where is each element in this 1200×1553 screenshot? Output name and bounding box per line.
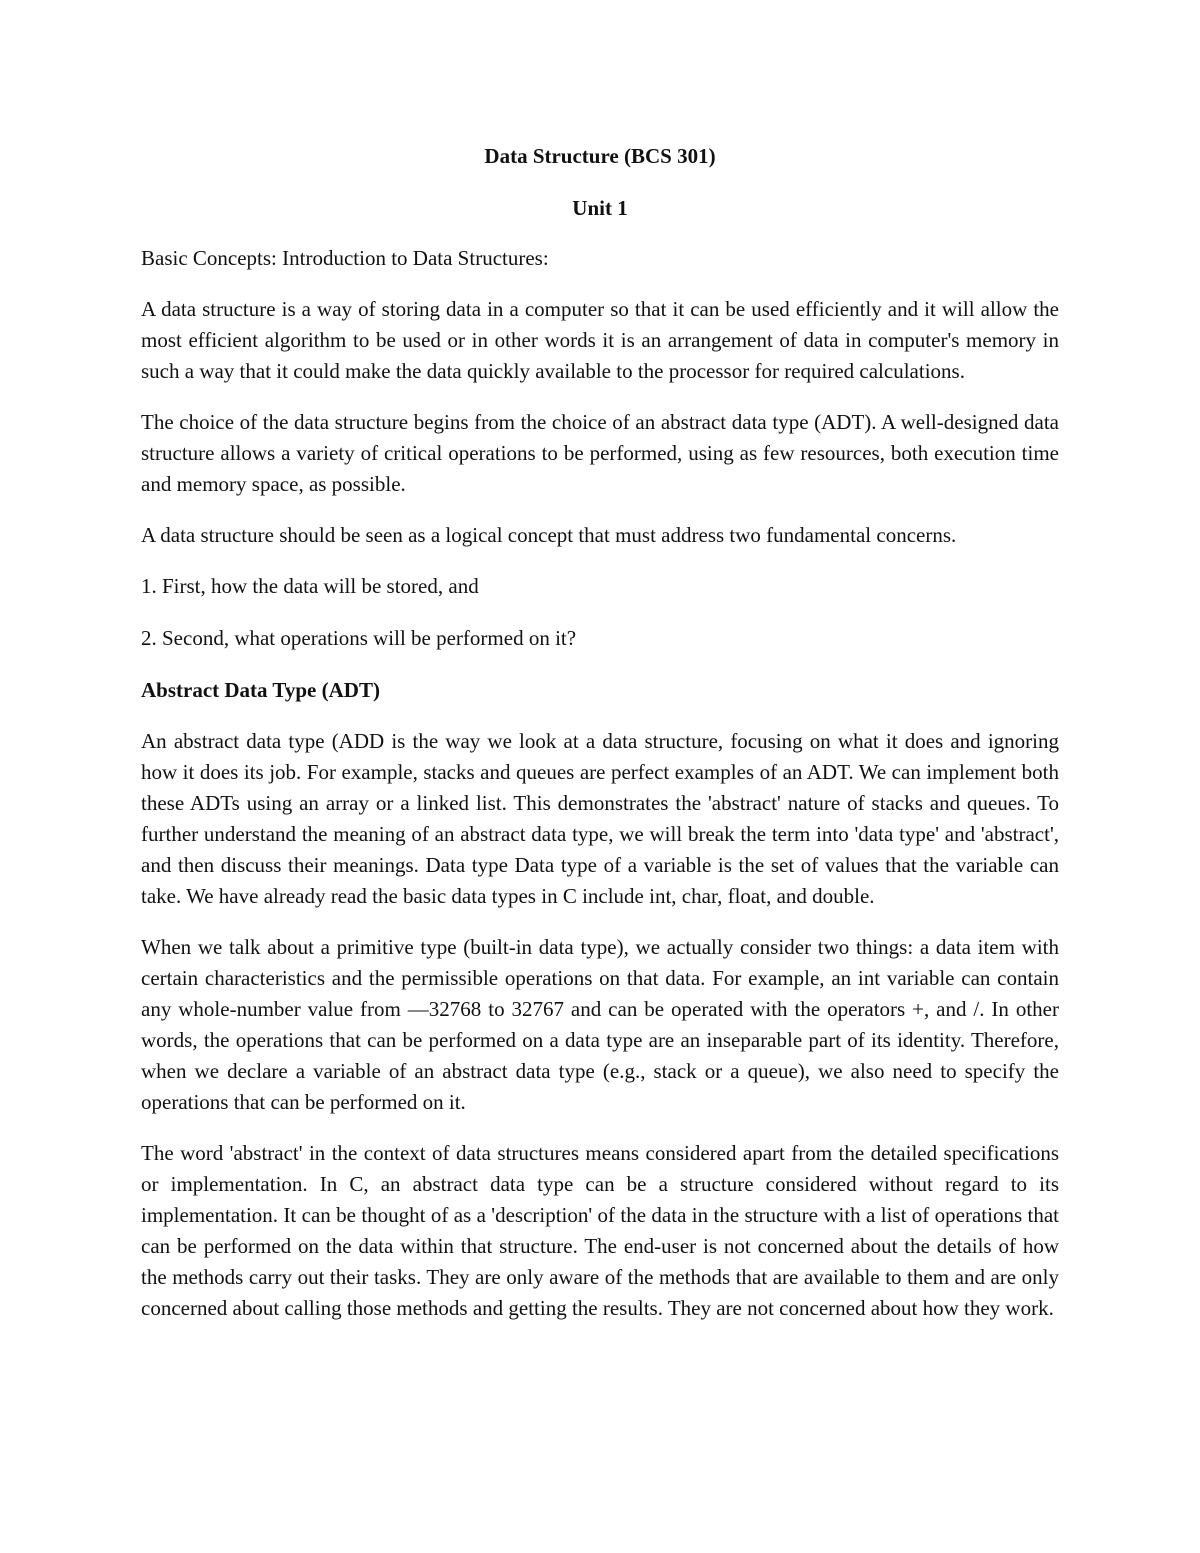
paragraph-concerns: A data structure should be seen as a logical concept that must address two fundamental concerns. (141, 523, 957, 547)
paragraph-choice: The choice of the data structure begins from the choice of an abstract data type (ADT). A well-designed data structure allows a variety of critical operations to be performed, using as few resources, both execution time and memory space, as possible. (141, 410, 1059, 496)
paragraph-definition: A data structure is a way of storing data in a computer so that it can be used efficiently and it will allow the most efficient algorithm to be used or in other words it is an arrangement of data in computer's memory in such a way that it could make the data quickly available to the processor for required calculations. (141, 297, 1059, 383)
intro-heading: Basic Concepts: Introduction to Data Structures: (141, 246, 549, 270)
adt-heading: Abstract Data Type (ADT) (141, 678, 380, 702)
list-item-second: 2. Second, what operations will be performed on it? (141, 626, 577, 650)
unit-heading: Unit 1 (572, 196, 628, 220)
paragraph-adt: An abstract data type (ADD is the way we look at a data structure, focusing on what it does and ignoring how it does its job. For example, stacks and queues are perfect examples of an ADT. We can implement both these ADTs using an array or a linked list. This demonstrates the 'abstract' nature of stacks and queues. To further understand the meaning of an abstract data type, we will break the term into 'data type' and 'abstract', and then discuss their meanings. Data type Data type of a variable is the set of values that the variable can take. We have already read the basic data types in C include int, char, float, and double. (141, 729, 1059, 908)
list-item-first: 1. First, how the data will be stored, and (141, 574, 479, 598)
paragraph-abstract: The word 'abstract' in the context of data structures means considered apart from the detailed specifications or implementation. In C, an abstract data type can be a structure considered without regard to its implementation. It can be thought of as a 'description' of the data in the structure with a list of operations that can be performed on the data within that structure. The end-user is not concerned about the details of how the methods carry out their tasks. They are only aware of the methods that are available to them and are only concerned about calling those methods and getting the results. They are not concerned about how they work. (141, 1141, 1059, 1320)
document-page (141, 141, 1059, 1344)
document-title: Data Structure (BCS 301) (484, 144, 716, 168)
paragraph-primitive: When we talk about a primitive type (built-in data type), we actually consider two things: a data item with certain characteristics and the permissible operations on that data. For example, an int variable can contain any whole-number value from —32768 to 32767 and can be operated with the operators +, and /. In other words, the operations that can be performed on a data type are an inseparable part of its identity. Therefore, when we declare a variable of an abstract data type (e.g., stack or a queue), we also need to specify the operations that can be performed on it. (141, 935, 1059, 1114)
